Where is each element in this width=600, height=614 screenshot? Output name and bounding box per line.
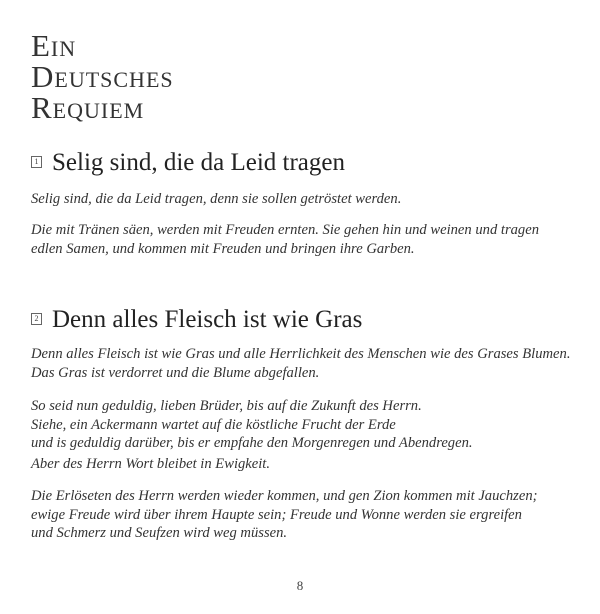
text-line: Aber des Herrn Wort bleibet in Ewigkeit. xyxy=(31,456,271,472)
section-heading-text: Denn alles Fleisch ist wie Gras xyxy=(52,306,363,333)
paragraph xyxy=(31,487,537,543)
section-heading-1 xyxy=(31,148,345,178)
title-line: Ein xyxy=(31,28,77,63)
text-line: Das Gras ist verdorret und die Blume abgefallen. xyxy=(31,364,320,381)
text-line: ewige Freude wird über ihrem Haupte sein; Freude und Wonne werden sie ergreifen xyxy=(31,506,522,523)
page-number: 8 xyxy=(296,578,304,593)
text-line: Denn alles Fleisch ist wie Gras und alle Herrlichkeit des Menschen wie des Grases Blumen. xyxy=(31,346,571,362)
document-title xyxy=(31,30,174,123)
track-number-badge: 2 xyxy=(31,313,42,325)
text-line: und is geduldig darüber, bis er empfahe den Morgenregen und Abendregen. xyxy=(31,435,473,452)
paragraph xyxy=(31,455,270,474)
section-heading-2 xyxy=(31,305,362,335)
text-line: Selig sind, die da Leid tragen, denn sie sollen getröstet werden. xyxy=(31,191,402,207)
title-line: Requiem xyxy=(31,90,145,125)
text-line: So seid nun geduldig, lieben Brüder, bis auf die Zukunft des Herrn. xyxy=(31,398,422,414)
text-line: Die Erlöseten des Herrn werden wieder kommen, und gen Zion kommen mit Jauchzen; xyxy=(31,488,538,504)
paragraph xyxy=(31,397,473,453)
track-number-badge: 1 xyxy=(31,156,42,168)
text-line: edlen Samen, und kommen mit Freuden und bringen ihre Garben. xyxy=(31,240,415,257)
title-line: Deutsches xyxy=(31,59,174,94)
text-line: und Schmerz und Seufzen wird weg müssen. xyxy=(31,525,288,542)
text-line: Siehe, ein Ackermann wartet auf die köstliche Frucht der Erde xyxy=(31,416,396,433)
section-heading-text: Selig sind, die da Leid tragen xyxy=(52,149,345,176)
text-line: Die mit Tränen säen, werden mit Freuden ernten. Sie gehen hin und weinen und tragen xyxy=(31,222,539,238)
paragraph xyxy=(31,345,570,382)
paragraph xyxy=(31,221,539,258)
paragraph xyxy=(31,190,401,209)
